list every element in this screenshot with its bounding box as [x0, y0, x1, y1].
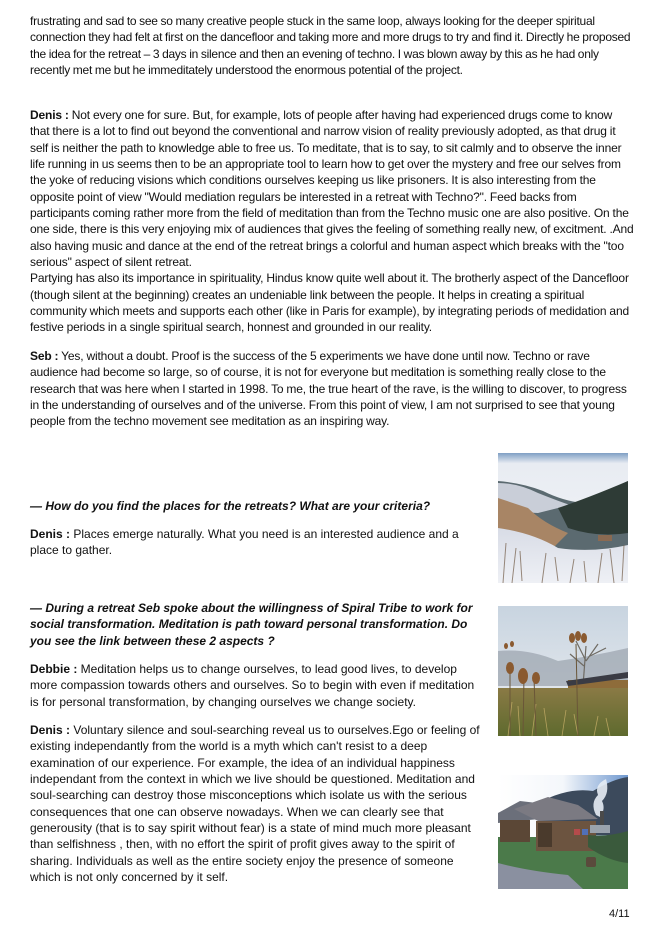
- answer-denis-places: [30, 526, 470, 559]
- paragraph-seb-answer: [30, 348, 634, 430]
- answer-debbie: [30, 661, 475, 710]
- paragraph-intro: [30, 13, 634, 78]
- chalet-photo-image: [498, 775, 628, 889]
- mountain-photo-image: [498, 453, 628, 583]
- speaker-label: Seb :: [30, 349, 59, 363]
- speaker-label: Denis :: [30, 527, 71, 541]
- speaker-label: Denis :: [30, 723, 71, 737]
- speaker-label: Denis :: [30, 108, 69, 122]
- answer-denis-transformation: [30, 722, 485, 885]
- answer-text: Places emerge naturally. What you need is an interested audience and a place to gather.: [30, 527, 459, 558]
- question-text: — How do you find the places for the retreats? What are your criteria?: [30, 499, 431, 513]
- hut-photo-image: [498, 606, 628, 736]
- question-text: — During a retreat Seb spoke about the willingness of Spiral Tribe to work for social transformation. Meditation is path toward personal transformation. Do you see the link between these 2 aspects ?: [30, 601, 473, 648]
- answer-text: Voluntary silence and soul-searching reveal us to ourselves.Ego or feeling of existing independantly from the world is a myth which can't resist to a deep examination of our experience. For example, the idea of an individual happiness independant from the context in which we live should be questioned. Meditation and soul-searching can destroy those misconceptions which isolate us with the serious consequences that one can observe nowadays. When we can clearly see that generousity (that is to say spirit without fear) is a state of mind much more pleasant than selfishness , then, with no effort the spirit of profit gives away to the spirit of sharing. Individuals as well as the entire society enjoy the presence of someone which is not only concerned by it self.: [30, 723, 480, 885]
- paragraph-text: Yes, without a doubt. Proof is the success of the 5 experiments we have done until now. Techno or rave audience had become so large, so of course, it is not for everyone but meditation is something really close to the research that was here when I started in 1998. To me, the true heart of the rave, is the willing to discover, to progress in the understanding of ourselves and of the universe. From this point of view, I am not surprised to see that young people from the techno movement see meditation as an inspiring way.: [30, 349, 627, 429]
- photo-hut-teasels: [498, 606, 628, 736]
- photo-snowy-mountain: [498, 453, 628, 583]
- paragraph-text: frustrating and sad to see so many creative people stuck in the same loop, always looking for the deeper spiritual connection they had felt at first on the dancefloor and taking more and more drugs to try and find it. Directly he proposed the idea for the retreat – 3 days in silence and then an evening of techno. I was blown away by this as he had only recently met me but he immeditately understood the enormous potential of the project.: [30, 14, 631, 78]
- answer-text: Meditation helps us to change ourselves, to lead good lives, to develop more compassion towards others and ourselves. So to begin with even if meditation is for personal transformation, by changing ourselves we change society.: [30, 662, 475, 709]
- photo-chalet-smoke: [498, 775, 628, 889]
- paragraph-text-continued: Partying has also its importance in spirituality, Hindus know quite well about it. The brotherly aspect of the Dancefloor (though silent at the beginning) creates an undeniable link between the people. It helps in creating a spiritual community which meets and supports each other (like in Paris for example), by integrating periods of medidation and festive periods in a single spiritual search, honnest and grounded in our reality.: [30, 271, 629, 335]
- paragraph-denis-answer: [30, 107, 634, 336]
- paragraph-text: Not every one for sure. But, for example, lots of people after having had experienced drugs come to know that there is a lot to find out beyond the conventional and narrow vision of reality previously adopted, as that drug it self is neither the path to knowledge able to free us. To meditate, that is to say, to sit calmly and to observe the inner life running in us seems then to be an appropriate tool to learn how to get over the mystery and free our selves from the yoke of reducing visions which conditions ourselves keeping us like prisoners. It is also interesting from the opposite point of view "Would mediation regulars be interested in a retreat with Techno?". Feed backs from participants coming rather more from the field of meditation than from the Techno music one are also positive. On the one side, there is this very enjoying mix of audiences that gives the feeling of something really new, of excitment. .And also having music and dance at the end of the retreat brings a colorful and human aspect which breaks with the "too serious" aspect of silent retreat.: [30, 108, 634, 270]
- interview-question: [30, 600, 485, 649]
- speaker-label: Debbie :: [30, 662, 78, 676]
- interview-question: [30, 498, 490, 514]
- page-number: 4/11: [609, 908, 630, 920]
